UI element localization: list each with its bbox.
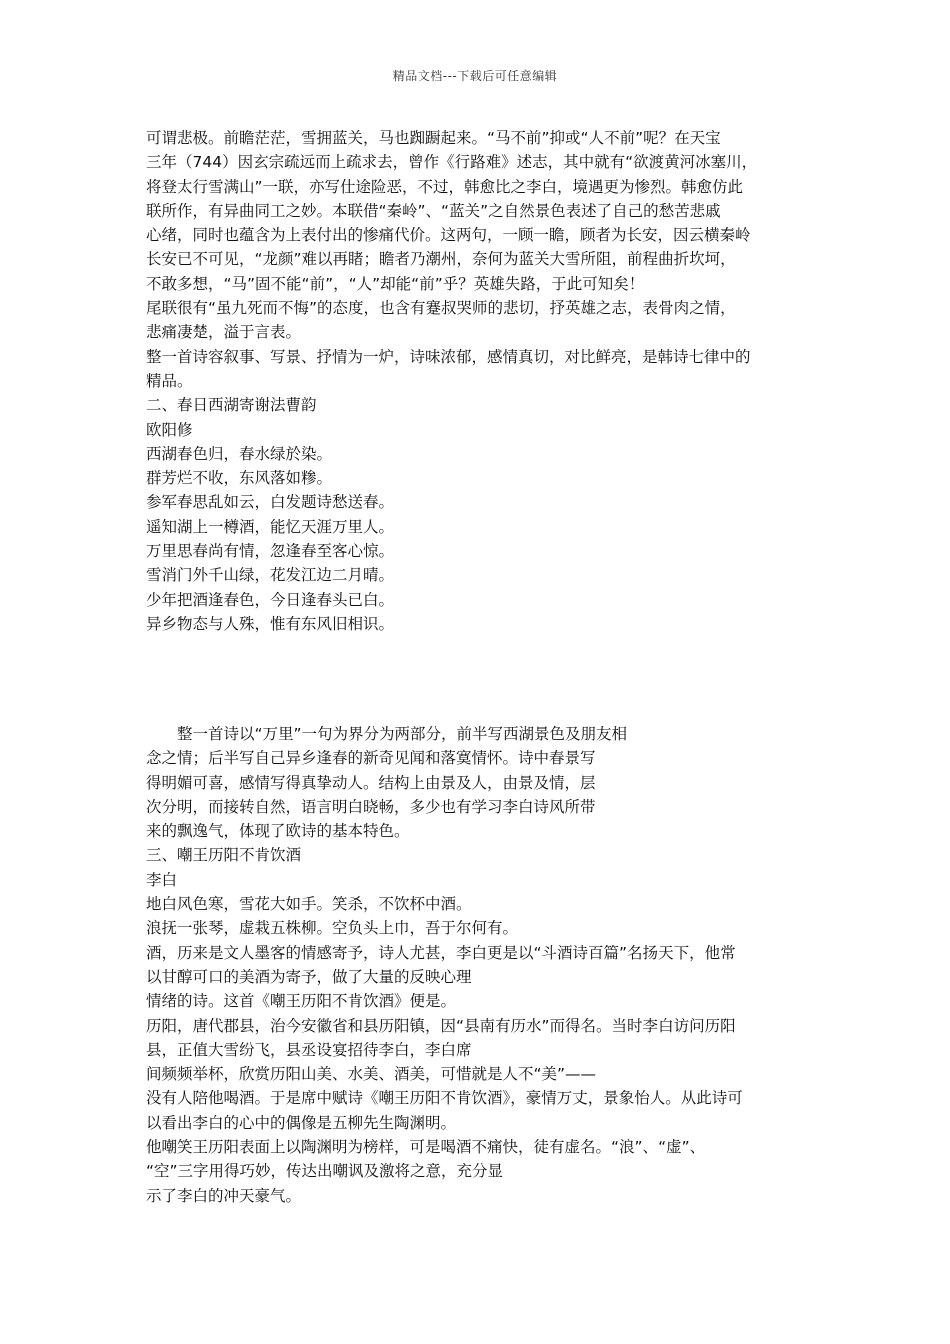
text-line: 精品。 (146, 371, 193, 390)
paragraph-li-bai-analysis (146, 941, 816, 1208)
text-line: 三年（744）因玄宗疏远而上疏求去，曾作《行路难》述志，其中就有“欲渡黄河冰塞川， (146, 153, 758, 172)
text-line: 以甘醇可口的美酒为寄予，做了大量的反映心理 (146, 967, 472, 986)
text-line: 间频频举杯，欣赏历阳山美、水美、酒美，可惜就是人不“美”—— (146, 1065, 597, 1084)
paragraph-summary (146, 345, 816, 394)
text-line: 整一首诗容叙事、写景、抒情为一炉，诗味浓郁，感情真切，对比鲜亮，是韩诗七律中的 (146, 347, 751, 366)
text-line: 长安已不可见，“龙颜”难以再睹；瞻者乃潮州，奈何为蓝关大雪所阻，前程曲折坎坷， (146, 250, 736, 269)
text-line: 以看出李白的心中的偶像是五柳先生陶渊明。 (146, 1113, 457, 1132)
document-body-bottom (146, 722, 816, 1208)
paragraph-closing-couplet (146, 296, 816, 345)
poem-line: 遥知湖上一樽酒，能忆天涯万里人。 (146, 517, 395, 536)
paragraph-han-yu-analysis (146, 126, 816, 296)
text-line: 将登太行雪满山”一联，亦写仕途险恶，不过，韩愈比之李白，境遇更为惨烈。韩愈仿此 (146, 177, 744, 196)
poem-line: 少年把酒逢春色，今日逢春头已白。 (146, 590, 395, 609)
document-body-top (146, 126, 816, 636)
poem-line: 雪消门外千山绿，花发江边二月晴。 (146, 566, 395, 585)
poem-body (146, 442, 816, 636)
text-line: 整一首诗以“万里”一句为界分为两部分，前半写西湖景色及朋友相 (177, 725, 628, 743)
poem-line: 西湖春色归，春水绿於染。 (146, 444, 333, 463)
poem-title: 三、嘲王历阳不肯饮酒 (146, 846, 302, 865)
text-line: 没有人陪他喝酒。于是席中赋诗《嘲王历阳不肯饮酒》，豪情万丈，景象怡人。从此诗可 (146, 1089, 743, 1108)
text-line: 他嘲笑王历阳表面上以陶渊明为榜样，可是喝酒不痛快，徒有虚名。“浪”、“虚”、 (146, 1138, 706, 1157)
text-line: 得明媚可喜，感情写得真挚动人。结构上由景及人，由景及情，层 (146, 773, 596, 792)
text-line: 尾联很有“虽九死而不悔”的态度，也含有蹇叔哭师的悲切，抒英雄之志，表骨肉之情， (146, 299, 736, 318)
text-line: 来的飘逸气，体现了欧诗的基本特色。 (146, 822, 410, 841)
poem-line: 浪抚一张琴，虚栽五株柳。空负头上巾，吾于尔何有。 (146, 919, 519, 938)
text-line: “空”三字用得巧妙，传达出嘲讽及激将之意，充分显 (146, 1162, 504, 1181)
poem-line: 群芳烂不收，东风落如糁。 (146, 469, 333, 488)
text-line: 悲痛凄楚，溢于言表。 (146, 323, 302, 342)
text-line: 酒，历来是文人墨客的情感寄予，诗人尤甚，李白更是以“斗酒诗百篇”名扬天下，他常 (146, 943, 736, 962)
text-line: 念之情；后半写自己异乡逢春的新奇见闻和落寞情怀。诗中春景写 (146, 749, 596, 768)
paragraph-ouyang-analysis (146, 722, 816, 843)
text-line: 联所作，有异曲同工之妙。本联借“秦岭”、“蓝关”之自然景色表述了自己的愁苦悲戚 (146, 201, 721, 220)
poem-line: 万里思春尚有情，忽逢春至客心惊。 (146, 542, 395, 561)
poem-title: 二、春日西湖寄谢法曹韵 (146, 396, 317, 415)
text-line: 可谓悲极。前瞻茫茫，雪拥蓝关，马也踟蹰起来。“马不前”抑或“人不前”呢？在天宝 (146, 129, 721, 147)
text-line: 次分明，而接转自然，语言明白晓畅，多少也有学习李白诗风所带 (146, 797, 596, 816)
text-line: 示了李白的冲天豪气。 (146, 1186, 302, 1205)
poem-author: 欧阳修 (146, 420, 193, 439)
poem-line: 参军春思乱如云，白发题诗愁送春。 (146, 493, 395, 512)
text-line: 心绪，同时也蕴含为上表付出的惨痛代价。这两句，一顾一瞻，顾者为长安，因云横秦岭 (146, 226, 751, 245)
poem-body (146, 892, 816, 941)
poem-line: 地白风色寒，雪花大如手。笑杀，不饮杯中酒。 (146, 895, 472, 914)
text-line: 情绪的诗。这首《嘲王历阳不肯饮酒》便是。 (146, 992, 457, 1011)
text-line: 不敢多想，“马”固不能“前”，“人”却能“前”乎？英雄失路，于此可知矣！ (146, 274, 645, 293)
poem-author: 李白 (146, 870, 178, 889)
text-line: 历阳，唐代郡县，治今安徽省和县历阳镇，因“县南有历水”而得名。当时李白访问历阳 (146, 1016, 736, 1035)
text-line: 县，正值大雪纷飞，县丞设宴招待李白，李白席 (146, 1040, 472, 1059)
page-header: 精品文档---下载后可任意编辑 (392, 69, 558, 83)
poem-line: 异乡物态与人殊，惟有东风旧相识。 (146, 614, 395, 633)
